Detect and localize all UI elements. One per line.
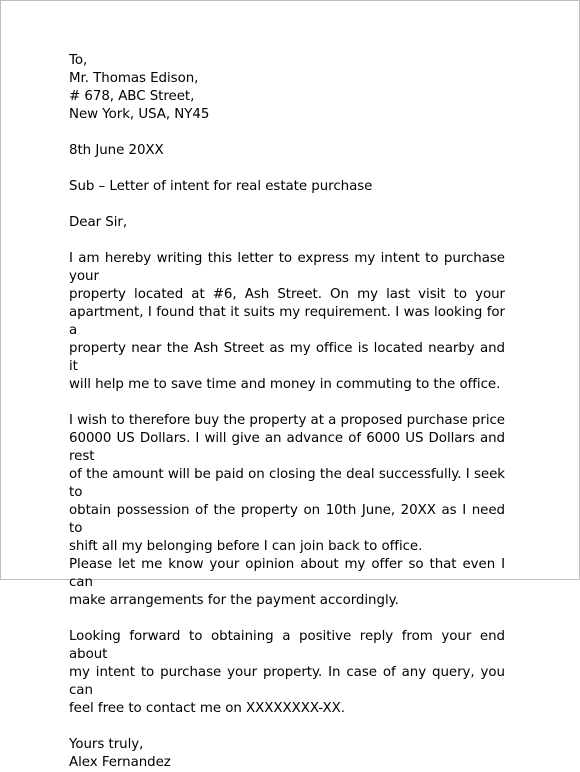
- letter-date-block: [69, 142, 505, 160]
- paragraph-line: property near the Ash Street as my office is located nearby and it: [69, 341, 505, 374]
- paragraph-line: feel free to contact me on XXXXXXXX-XX.: [69, 701, 345, 716]
- salutation: Dear Sir,: [69, 215, 128, 230]
- subject-line: Sub – Letter of intent for real estate purchase: [69, 179, 373, 194]
- signature-block: [69, 736, 505, 772]
- valediction: Yours truly,: [69, 737, 144, 752]
- recipient-name: Mr. Thomas Edison,: [69, 71, 199, 86]
- recipient-city: New York, USA, NY45: [69, 107, 210, 122]
- paragraph-line: Please let me know your opinion about my offer so that even I can: [69, 557, 505, 590]
- paragraph-line: my intent to purchase your property. In case of any query, you can: [69, 665, 505, 698]
- paragraph-offer: [69, 412, 505, 610]
- paragraph-line: shift all my belonging before I can join back to office.: [69, 539, 423, 554]
- subject-block: [69, 178, 505, 196]
- letter-date: 8th June 20XX: [69, 143, 164, 158]
- paragraph-line: apartment, I found that it suits my requirement. I was looking for a: [69, 305, 505, 338]
- paragraph-line: of the amount will be paid on closing the deal successfully. I seek to: [69, 467, 505, 500]
- paragraph-line: 60000 US Dollars. I will give an advance of 6000 US Dollars and rest: [69, 431, 505, 464]
- paragraph-line: will help me to save time and money in commuting to the office.: [69, 377, 501, 392]
- paragraph-line: I am hereby writing this letter to express my intent to purchase your: [69, 251, 505, 284]
- recipient-address: [69, 52, 505, 124]
- sender-name: Alex Fernandez: [69, 755, 171, 770]
- paragraph-line: I wish to therefore buy the property at a proposed purchase price: [69, 413, 505, 428]
- salutation-block: [69, 214, 505, 232]
- paragraph-line: Looking forward to obtaining a positive reply from your end about: [69, 629, 505, 662]
- letter-body: [69, 52, 505, 772]
- recipient-to: To,: [69, 53, 88, 68]
- paragraph-line: property located at #6, Ash Street. On my last visit to your: [69, 287, 505, 302]
- paragraph-closing-request: [69, 628, 505, 718]
- paragraph-line: obtain possession of the property on 10th June, 20XX as I need to: [69, 503, 505, 536]
- recipient-street: # 678, ABC Street,: [69, 89, 195, 104]
- paragraph-intent: [69, 250, 505, 394]
- paragraph-line: make arrangements for the payment accordingly.: [69, 593, 399, 608]
